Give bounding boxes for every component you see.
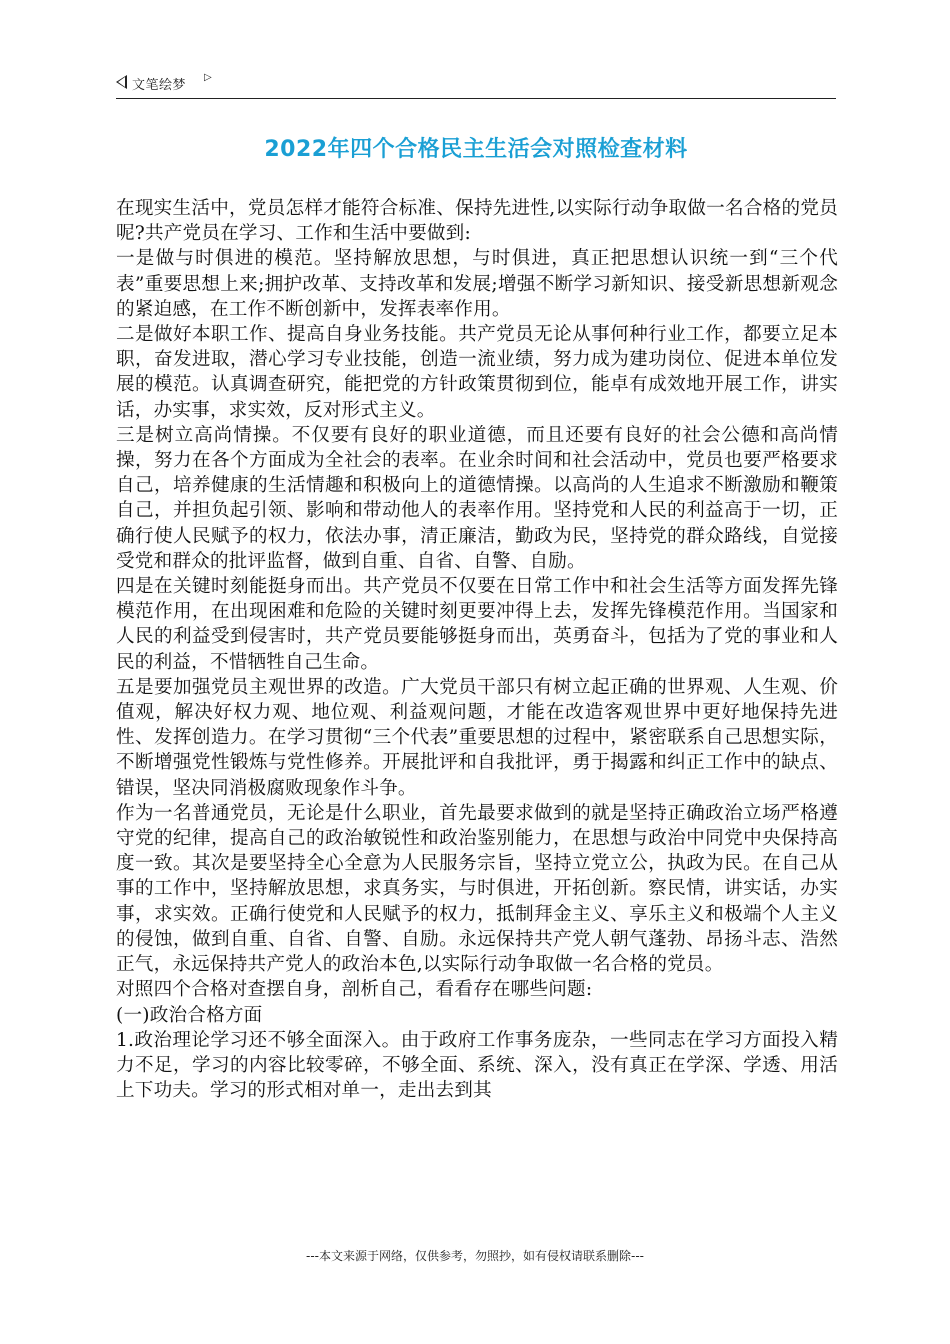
paragraph: 在现实生活中，党员怎样才能符合标准、保持先进性,以实际行动争取做一名合格的党员呢?共产党员在学习、工作和生活中要做到:	[116, 198, 838, 245]
paragraph: 二是做好本职工作、提高自身业务技能。共产党员无论从事何种行业工作，都要立足本职，奋发进取，潜心学习专业技能，创造一流业绩，努力成为建功岗位、促进本单位发展的模范。认真调查研究，能把党的方针政策贯彻到位，能卓有成效地开展工作，讲实话，办实事，求实效，反对形式主义。	[116, 324, 838, 421]
paragraph: 1.政治理论学习还不够全面深入。由于政府工作事务庞杂，一些同志在学习方面投入精力不足，学习的内容比较零碎，不够全面、系统、深入，没有真正在学深、学透、用活上下功夫。学习的形式相对单一，走出去到其	[116, 1029, 838, 1102]
page-footer: ---本文来源于网络，仅供参考，勿照抄，如有侵权请联系删除---	[306, 1249, 644, 1263]
page-header	[116, 72, 836, 99]
document-body	[116, 196, 838, 1103]
paragraph: 作为一名普通党员，无论是什么职业，首先最要求做到的就是坚持正确政治立场严格遵守党的纪律，提高自己的政治敏锐性和政治鉴别能力，在思想与政治中同党中央保持高度一致。其次是要坚持全心全意为人民服务宗旨，坚持立党立公，执政为民。在自己从事的工作中，坚持解放思想，求真务实，与时俱进，开拓创新。察民情，讲实话，办实事，求实效。正确行使党和人民赋予的权力，抵制拜金主义、享乐主义和极端个人主义的侵蚀，做到自重、自省、自警、自励。永远保持共产党人朝气蓬勃、昂扬斗志、浩然正气，永远保持共产党人的政治本色,以实际行动争取做一名合格的党员。	[116, 802, 838, 976]
left-arrow-icon	[116, 75, 127, 89]
paragraph: 五是要加强党员主观世界的改造。广大党员干部只有树立起正确的世界观、人生观、价值观，解决好权力观、地位观、利益观问题，才能在改造客观世界中更好地保持先进性、发挥创造力。在学习贯彻“三个代表”重要思想的过程中，紧密联系自己思想实际，不断增强党性锻炼与党性修养。开展批评和自我批评，勇于揭露和纠正工作中的缺点、错误，坚决同消极腐败现象作斗争。	[116, 676, 838, 799]
paragraph: 三是树立高尚情操。不仅要有良好的职业道德，而且还要有良好的社会公德和高尚情操，努力在各个方面成为全社会的表率。在业余时间和社会活动中，党员也要严格要求自己，培养健康的生活情趣和积极向上的道德情操。以高尚的人生追求不断激励和鞭策自己，并担负起引领、影响和带动他人的表率作用。坚持党和人民的利益高于一切，正确行使人民赋予的权力，依法办事，清正廉洁，勤政为民，坚持党的群众路线，自觉接受党和群众的批评监督，做到自重、自省、自警、自励。	[116, 424, 838, 572]
section-heading: (一)政治合格方面	[116, 1004, 263, 1026]
paragraph: 一是做与时俱进的模范。坚持解放思想，与时俱进，真正把思想认识统一到“三个代表”重要思想上来;拥护改革、支持改革和发展;增强不断学习新知识、接受新思想新观念的紧迫感，在工作不断创新中，发挥表率作用。	[116, 248, 838, 320]
header-brand: 文笔绘梦	[132, 78, 187, 93]
paragraph: 四是在关键时刻能挺身而出。共产党员不仅要在日常工作中和社会生活等方面发挥先锋模范作用，在出现困难和危险的关键时刻更要冲得上去，发挥先锋模范作用。当国家和人民的利益受到侵害时，共产党员要能够挺身而出，英勇奋斗，包括为了党的事业和人民的利益，不惜牺牲自己生命。	[116, 576, 838, 673]
paragraph: 对照四个合格对查摆自身，剖析自己，看看存在哪些问题:	[116, 979, 593, 1001]
right-arrow-icon: ▷	[204, 72, 212, 83]
document-title: 2022年四个合格民主生活会对照检查材料	[264, 137, 688, 162]
